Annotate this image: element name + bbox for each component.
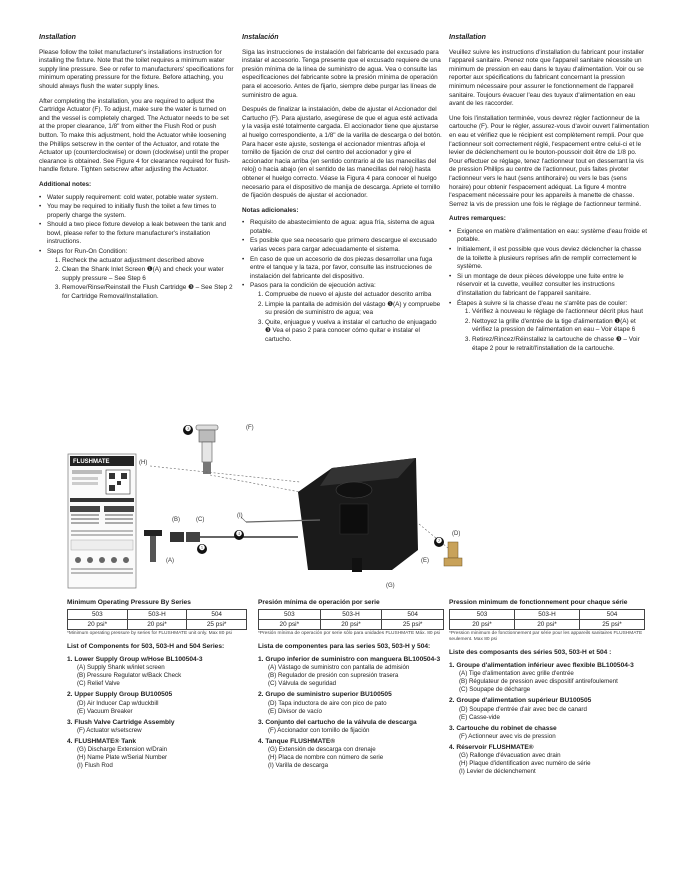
components-block-es bbox=[258, 599, 444, 770]
component-group-title: 3. Conjunto del cartucho de la válvula de descarga bbox=[258, 718, 417, 726]
component-item: (H) Plaque d'identification avec numéro de série bbox=[459, 760, 591, 768]
component-item: (F) Actuator w/setscrew bbox=[77, 727, 142, 735]
table-header-cell: 503 bbox=[450, 610, 515, 620]
tank-image bbox=[298, 458, 418, 572]
components-block-en bbox=[67, 599, 247, 770]
table-cell: 20 psi* bbox=[320, 620, 382, 630]
steps-list bbox=[47, 257, 235, 302]
component-item: (B) Régulateur de pression avec dispositif antirefoulement bbox=[459, 678, 618, 686]
list-item: • You may be required to initially flush the toilet a few times to properly charge the system. bbox=[47, 203, 235, 220]
component-item: (G) Discharge Extension w/Drain bbox=[77, 746, 168, 754]
list-item-text: Pasos para la condición de ejecución activa: bbox=[250, 282, 376, 290]
steps-list bbox=[457, 308, 649, 353]
component-group-title: 4. Tanque FLUSHMATE® bbox=[258, 738, 336, 746]
paragraph: Veuillez suivre les instructions d'installation du fabricant pour installer l'appareil sanitaire. Prenez note que l'appareil sanitaire nécessite un minimum de pression en eau dans le tuyau d'alimentation. Voir ou se reporter aux spécifications du fabricant concernant la pression minimum nécessaire pour assurer le fonctionnement de l'appareil sanitaire. Toujours évacuer l'eau des tuyaux d'alimentation en eau avant de les raccorder. bbox=[449, 48, 645, 108]
table-cell: 25 psi* bbox=[187, 620, 247, 630]
notes-list bbox=[449, 228, 649, 353]
notes-heading: Additional notes: bbox=[39, 180, 92, 188]
component-group-title: 2. Grupo de suministro superior BU100505 bbox=[258, 691, 392, 699]
pressure-table bbox=[449, 609, 645, 630]
callout-3: ❸ bbox=[184, 426, 192, 433]
notes-heading: Autres remarques: bbox=[449, 215, 506, 223]
pressure-table-title: Presión mínima de operación por serie bbox=[258, 599, 380, 606]
component-group-title: 2. Groupe d'alimentation supérieur BU100505 bbox=[449, 697, 592, 705]
list-item: • Es posible que sea necesario que primero descargue el excusado varias veces para cargar adecuadamente el sistema. bbox=[250, 237, 442, 254]
component-item: (G) Extensión de descarga con drenaje bbox=[268, 746, 376, 754]
component-item: (F) Actionneur avec vis de pression bbox=[459, 733, 556, 741]
pressure-table-title: Pression minimum de fonctionnement pour chaque série bbox=[449, 599, 628, 606]
french-column bbox=[449, 34, 649, 354]
table-header-cell: 503 bbox=[68, 610, 128, 620]
notes-list bbox=[39, 194, 235, 302]
notes-heading: Notas adicionales: bbox=[242, 206, 299, 214]
table-cell: 20 psi* bbox=[68, 620, 128, 630]
table-footnote: *Pression minimum de fonctionnement par série pour les appareils sanitaires FLUSHMATE seulement. Max 80 psi bbox=[449, 631, 643, 643]
paragraph: Siga las instrucciones de instalación del fabricante del excusado para instalar el accesorio. Tenga presente que el excusado requiere de una presión mínima de la línea de suministro de agua. Vea o consulte las especificaciones del fabricante sobre la presión mínima de operación para el accesorio. Antes de fijarlo, siempre debe purgar las líneas de suministro de agua. bbox=[242, 48, 441, 99]
component-item: (A) Vástago de suministro con pantalla de admisión bbox=[268, 664, 410, 672]
component-item: (A) Supply Shank w/inlet screen bbox=[77, 664, 165, 672]
table-row bbox=[450, 620, 645, 630]
component-item: (I) Levier de déclenchement bbox=[459, 768, 536, 776]
step-item: 2. Clean the Shank Inlet Screen ❶(A) and check your water supply pressure – See Step 6 bbox=[62, 266, 235, 283]
component-group-title: 1. Groupe d'alimentation inférieur avec flexible BL100504-3 bbox=[449, 661, 634, 669]
pressure-table bbox=[67, 609, 247, 630]
list-item-text: Étapes à suivre si la chasse d'eau ne s'arrête pas de couler: bbox=[457, 299, 628, 307]
label-i: (I) bbox=[237, 513, 243, 519]
component-item: (C) Válvula de seguridad bbox=[268, 680, 337, 688]
callout-2: ❷ bbox=[435, 538, 443, 545]
table-cell: 25 psi* bbox=[382, 620, 444, 630]
list-item bbox=[47, 248, 235, 302]
table-header-row bbox=[259, 610, 444, 620]
list-item: • Requisito de abastecimiento de agua: agua fría, sistema de agua potable. bbox=[250, 219, 442, 236]
table-header-row bbox=[68, 610, 247, 620]
table-header-cell: 503-H bbox=[127, 610, 187, 620]
table-row bbox=[259, 620, 444, 630]
component-group-title: 4. FLUSHMATE® Tank bbox=[67, 738, 137, 746]
pressure-table-title: Minimum Operating Pressure By Series bbox=[67, 599, 191, 606]
table-header-cell: 504 bbox=[580, 610, 645, 620]
component-group-title: 3. Cartouche du robinet de chasse bbox=[449, 724, 557, 732]
component-group-title: 1. Grupo inferior de suministro con manguera BL100504-3 bbox=[258, 655, 441, 663]
component-item: (C) Relief Valve bbox=[77, 680, 120, 688]
label-a: (A) bbox=[166, 558, 174, 564]
parts-drawing bbox=[0, 420, 680, 600]
section-heading: Installation bbox=[39, 34, 76, 41]
list-item: • Water supply requirement: cold water, potable water system. bbox=[47, 194, 235, 203]
step-item: 1. Vérifiez à nouveau le réglage de l'actionneur décrit plus haut bbox=[472, 308, 649, 317]
component-group-title: 2. Upper Supply Group BU100505 bbox=[67, 691, 173, 699]
table-cell: 20 psi* bbox=[259, 620, 321, 630]
components-title: Liste des composants des séries 503, 503-H et 504 : bbox=[449, 649, 612, 657]
spanish-column bbox=[242, 34, 442, 346]
component-group-title: 3. Flush Valve Cartridge Assembly bbox=[67, 718, 175, 726]
pressure-table bbox=[258, 609, 444, 630]
component-item: (D) Air Inducer Cap w/duckbill bbox=[77, 699, 159, 707]
notes-list bbox=[242, 219, 442, 344]
nameplate-card-image bbox=[68, 454, 136, 588]
list-item-text: Steps for Run-On Condition: bbox=[47, 248, 128, 256]
label-h: (H) bbox=[139, 460, 148, 466]
component-item: (A) Tige d'alimentation avec grille d'entrée bbox=[459, 670, 574, 678]
english-column bbox=[39, 34, 235, 303]
component-item: (B) Pressure Regulator w/Back Check bbox=[77, 672, 182, 680]
table-row bbox=[68, 620, 247, 630]
step-item: 2. Limpie la pantalla de admisión del vástago ❶(A) y compruebe su presión de suministro de agua; vea bbox=[265, 301, 442, 318]
component-item: (D) Tapa inductora de aire con pico de pato bbox=[268, 699, 387, 707]
table-header-cell: 503-H bbox=[320, 610, 382, 620]
component-item: (I) Varilla de descarga bbox=[268, 762, 329, 770]
nameplate-brand: FLUSHMATE bbox=[73, 459, 110, 465]
table-footnote: *Minimum operating pressure by series for FLUSHMATE unit only. Max 80 psi bbox=[67, 631, 232, 637]
table-footnote: *Presión mínima de operación por serie sólo para unidades FLUSHMATE Máx. 80 psi bbox=[258, 631, 441, 637]
component-item: (F) Accionador con tornillo de fijación bbox=[268, 727, 370, 735]
step-item: 3. Remove/Rinse/Reinstall the Flush Cartridge ❸ – See Step 2 for Cartridge Removal/Installation. bbox=[62, 284, 235, 301]
label-g: (G) bbox=[386, 583, 395, 589]
table-header-cell: 503 bbox=[259, 610, 321, 620]
cartridge-image bbox=[196, 425, 218, 474]
list-item: • Should a two piece fixture develop a leak between the tank and bowl, please refer to the fixture manufacturer's installation instructions. bbox=[47, 221, 235, 247]
component-item: (H) Placa de nombre con número de serie bbox=[268, 754, 384, 762]
exploded-parts-illustration bbox=[0, 420, 680, 600]
list-item: • Exigence en matière d'alimentation en eau: système d'eau froide et potable. bbox=[457, 228, 649, 245]
step-item: 3. Retirez/Rincez/Réinstallez la cartouche de chasse ❸ – Voir étape 2 pour le retrait/l'installation de la cartouche. bbox=[472, 336, 649, 353]
steps-list bbox=[250, 291, 442, 345]
component-group-title: 4. Réservoir FLUSHMATE® bbox=[449, 744, 534, 752]
paragraph: After completing the installation, you are required to adjust the Cartridge Actuator (F). To adjust, make sure the water is turned on and the vessel is completely charged. The Actuator needs to be set at the proper clearance, 1/8" from either the Flush Rod or push button. To make this adjustment, hold the Actuator while loosening the Phillips setscrew in the center of the Actuator, and rotate the Actuator up (counterclockwise) or down (clockwise) until the proper clearance is obtained. See Figure 4 for clearance required for flush-handle fixture. Tighten setscrew after adjusting the Actuator. bbox=[39, 97, 231, 174]
component-item: (D) Soupape d'entrée d'air avec bec de canard bbox=[459, 705, 587, 713]
paragraph: Después de finalizar la instalación, debe de ajustar el Accionador del Cartucho (F). Para ajustarlo, asegúrese de que el agua esté activada y la vasija esté totalmente cargada. El accionador tiene que ajustarse al huelgo correspondiente, a 1/8" de la varilla de descarga o del botón. Para hacer este ajuste, sostenga el accionador mientras afloja el tornillo de fijación de cruz del centro del accionador y gire el accionador hacia arriba (en sentido contrario al de las manecillas del reloj) o hacia abajo (en el sentido de las manecillas del reloj) hasta obtener el huelgo correcto. Véase la Figura 4 para conocer el huelgo necesario para el dispositivo de manija de descarga. Apriete el tornillo de fijación después de ajustar el accionador. bbox=[242, 106, 442, 200]
component-item: (H) Name Plate w/Serial Number bbox=[77, 754, 168, 762]
components-title: List of Components for 503, 503-H and 504 Series: bbox=[67, 643, 225, 651]
step-item: 1. Compruebe de nuevo el ajuste del actuador descrito arriba bbox=[265, 291, 442, 300]
component-item: (E) Vacuum Breaker bbox=[77, 707, 133, 715]
step-item: 2. Nettoyez la grille d'entrée de la tige d'alimentation ❶(A) et vérifiez la pression de l'alimentation en eau – Voir étape 6 bbox=[472, 318, 649, 335]
label-f: (F) bbox=[246, 425, 254, 431]
list-item: • Si un montage de deux pièces développe une fuite entre le réservoir et la cuvette, veuillez consulter les instructions d'installation du fabricant de l'appareil sanitaire. bbox=[457, 273, 649, 299]
table-header-cell: 503-H bbox=[515, 610, 580, 620]
table-cell: 25 psi* bbox=[580, 620, 645, 630]
table-header-cell: 504 bbox=[382, 610, 444, 620]
component-item: (B) Regulador de presión con supresión trasera bbox=[268, 672, 399, 680]
label-c: (C) bbox=[196, 517, 205, 523]
table-cell: 20 psi* bbox=[450, 620, 515, 630]
component-item: (G) Rallonge d'évacuation avec drain bbox=[459, 752, 561, 760]
paragraph: Please follow the toilet manufacturer's installations instruction for installing the fixture. Note that the toilet requires a minimum water supply line pressure. See or refer to manufacturers' specifications for minimum operating pressure for the fixture. Before attaching, you should always flush the water supply lines. bbox=[39, 48, 234, 90]
components-block-fr bbox=[449, 599, 645, 776]
list-item bbox=[250, 282, 442, 344]
callout-1: ❶ bbox=[198, 545, 206, 552]
callout-4: ❹ bbox=[235, 531, 243, 538]
section-heading: Instalación bbox=[242, 34, 279, 41]
label-b: (B) bbox=[172, 517, 180, 523]
table-cell: 20 psi* bbox=[515, 620, 580, 630]
step-item: 1. Recheck the actuator adjustment described above bbox=[62, 257, 235, 266]
list-item: • En caso de que un accesorio de dos piezas desarrollar una fuga entre el tanque y la taza, por favor, consulte las instrucciones de instalación del fabricante del dispositivo. bbox=[250, 256, 442, 282]
label-d: (D) bbox=[452, 531, 461, 537]
table-header-cell: 504 bbox=[187, 610, 247, 620]
component-item: (E) Casse-vide bbox=[459, 713, 500, 721]
paragraph: Une fois l'installation terminée, vous devrez régler l'actionneur de la cartouche (F). Pour le régler, assurez-vous d'avoir ouvert l'alimentation en eau et vérifiez que le récipient est complètement rempli. Pour que l'actionneur soit correctement réglé, l'espacement entre celui-ci et le levier de déclenchement ou le bouton-poussoir doit être de 1/8 po. Pour effectuer ce réglage, tenez l'actionneur tout en desserrant la vis de pression Phillips au centre de l'actionneur, puis faites pivoter l'actionneur vers le haut (sens antihoraire) ou vers le bas (sens horaire) pour obtenir l'espacement adéquat. La figure 4 montre l'espacement nécessaire pour les appareils à manette de chasse. Serrez la vis de pression une fois le réglage de l'actionneur terminé. bbox=[449, 114, 649, 208]
component-item: (E) Divisor de vacío bbox=[268, 707, 322, 715]
list-item: • Initialement, il est possible que vous deviez déclencher la chasse de la toilette à plusieurs reprises afin de remplir correctement le système. bbox=[457, 246, 649, 272]
label-e: (E) bbox=[421, 558, 429, 564]
table-cell: 20 psi* bbox=[127, 620, 187, 630]
section-heading: Installation bbox=[449, 34, 486, 41]
components-title: Lista de componentes para las series 503, 503-H y 504: bbox=[258, 643, 431, 651]
step-item: 3. Quite, enjuague y vuelva a instalar el cartucho de enjuagado ❸ Vea el paso 2 para conocer cómo quitar e instalar el cartucho. bbox=[265, 319, 442, 345]
component-item: (C) Soupape de décharge bbox=[459, 686, 531, 694]
component-item: (I) Flush Rod bbox=[77, 762, 113, 770]
table-header-row bbox=[450, 610, 645, 620]
list-item bbox=[457, 300, 649, 354]
component-group-title: 1. Lower Supply Group w/Hose BL100504-3 bbox=[67, 655, 203, 663]
